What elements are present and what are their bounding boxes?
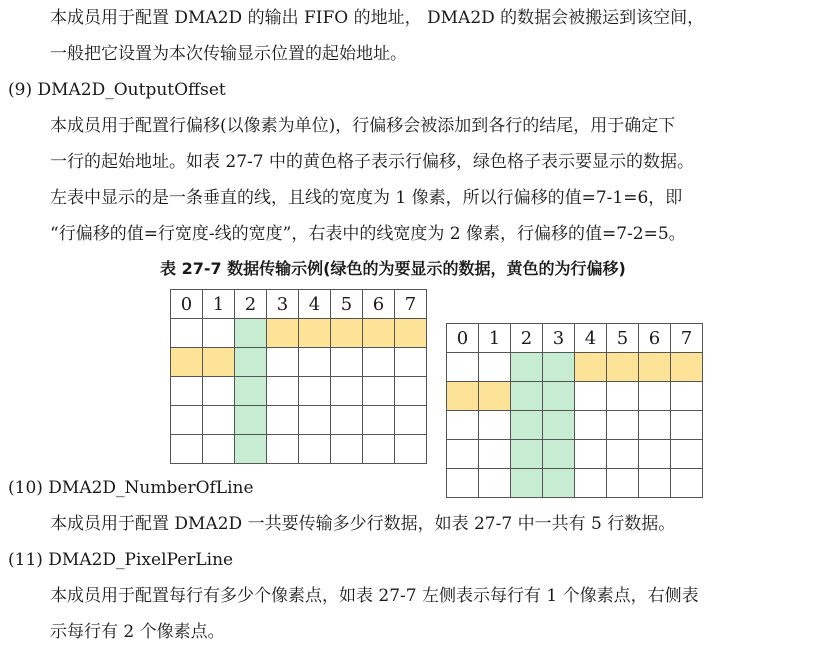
table-caption: 表 27-7 数据传输示例(绿色的为要显示的数据，黄色的为行偏移) <box>160 259 626 278</box>
empty-cell <box>447 469 479 498</box>
empty-cell <box>447 440 479 469</box>
display-data-cell <box>235 406 267 435</box>
empty-cell <box>267 348 299 377</box>
empty-cell <box>479 411 511 440</box>
column-header: 6 <box>639 324 671 353</box>
line-offset-cell <box>299 319 331 348</box>
table-row <box>447 411 703 440</box>
column-header: 3 <box>543 324 575 353</box>
table-row <box>171 319 427 348</box>
empty-cell <box>299 406 331 435</box>
column-header: 1 <box>479 324 511 353</box>
table-row <box>171 406 427 435</box>
line-offset-cell <box>607 353 639 382</box>
display-data-cell <box>543 440 575 469</box>
empty-cell <box>203 377 235 406</box>
line-offset-cell <box>479 382 511 411</box>
display-data-cell <box>235 348 267 377</box>
line-offset-cell <box>331 319 363 348</box>
display-data-cell <box>511 382 543 411</box>
empty-cell <box>171 377 203 406</box>
display-data-cell <box>543 469 575 498</box>
column-header: 4 <box>575 324 607 353</box>
column-header: 7 <box>395 290 427 319</box>
empty-cell <box>267 435 299 464</box>
empty-cell <box>363 377 395 406</box>
empty-cell <box>267 377 299 406</box>
table-header-row <box>447 324 703 353</box>
empty-cell <box>639 382 671 411</box>
empty-cell <box>607 440 639 469</box>
column-header: 4 <box>299 290 331 319</box>
line-offset-cell <box>575 353 607 382</box>
empty-cell <box>575 469 607 498</box>
display-data-cell <box>543 353 575 382</box>
empty-cell <box>331 435 363 464</box>
empty-cell <box>395 348 427 377</box>
empty-cell <box>299 348 331 377</box>
empty-cell <box>299 377 331 406</box>
empty-cell <box>171 406 203 435</box>
table-header-row <box>171 290 427 319</box>
empty-cell <box>479 469 511 498</box>
line-offset-cell <box>267 319 299 348</box>
empty-cell <box>395 406 427 435</box>
empty-cell <box>363 348 395 377</box>
paragraph-line: 本成员用于配置 DMA2D 一共要传输多少行数据，如表 27-7 中一共有 5 行数据。 <box>50 514 676 534</box>
empty-cell <box>575 411 607 440</box>
line-offset-cell <box>447 382 479 411</box>
column-header: 0 <box>447 324 479 353</box>
line-offset-cell <box>671 353 703 382</box>
table-row <box>171 348 427 377</box>
empty-cell <box>639 469 671 498</box>
column-header: 7 <box>671 324 703 353</box>
column-header: 5 <box>331 290 363 319</box>
table-row <box>447 353 703 382</box>
empty-cell <box>203 406 235 435</box>
empty-cell <box>671 469 703 498</box>
paragraph-line: 本成员用于配置行偏移(以像素为单位)，行偏移会被添加到各行的结尾，用于确定下 <box>50 116 676 136</box>
table-row <box>171 377 427 406</box>
empty-cell <box>447 411 479 440</box>
empty-cell <box>203 435 235 464</box>
empty-cell <box>363 406 395 435</box>
empty-cell <box>331 406 363 435</box>
empty-cell <box>671 382 703 411</box>
heading-output-offset: (9) DMA2D_OutputOffset <box>8 80 226 100</box>
paragraph-line: 本成员用于配置 DMA2D 的输出 FIFO 的地址， DMA2D 的数据会被搬运到该空间， <box>50 8 705 28</box>
table-row <box>171 435 427 464</box>
empty-cell <box>203 319 235 348</box>
column-header: 2 <box>235 290 267 319</box>
display-data-cell <box>235 377 267 406</box>
empty-cell <box>607 469 639 498</box>
empty-cell <box>331 377 363 406</box>
column-header: 0 <box>171 290 203 319</box>
column-header: 2 <box>511 324 543 353</box>
table-row <box>447 382 703 411</box>
table-row <box>447 469 703 498</box>
paragraph-line: 本成员用于配置每行有多少个像素点，如表 27-7 左侧表示每行有 1 个像素点，右侧表 <box>50 586 699 606</box>
display-data-cell <box>235 435 267 464</box>
display-data-cell <box>543 411 575 440</box>
line-offset-cell <box>203 348 235 377</box>
empty-cell <box>671 440 703 469</box>
empty-cell <box>479 353 511 382</box>
empty-cell <box>395 377 427 406</box>
empty-cell <box>575 382 607 411</box>
empty-cell <box>639 411 671 440</box>
column-header: 1 <box>203 290 235 319</box>
paragraph-line: 一行的起始地址。如表 27-7 中的黄色格子表示行偏移，绿色格子表示要显示的数据。 <box>50 152 694 172</box>
line-offset-cell <box>363 319 395 348</box>
line-offset-cell <box>171 348 203 377</box>
empty-cell <box>299 435 331 464</box>
empty-cell <box>363 435 395 464</box>
paragraph-line: “行偏移的值=行宽度-线的宽度”，右表中的线宽度为 2 像素，行偏移的值=7-2=5。 <box>50 224 686 244</box>
paragraph-line: 左表中显示的是一条垂直的线，且线的宽度为 1 像素，所以行偏移的值=7-1=6，即 <box>50 188 683 208</box>
empty-cell <box>607 411 639 440</box>
heading-pixel-per-line: (11) DMA2D_PixelPerLine <box>8 550 234 570</box>
display-data-cell <box>511 353 543 382</box>
line-offset-cell <box>395 319 427 348</box>
display-data-cell <box>511 440 543 469</box>
column-header: 5 <box>607 324 639 353</box>
empty-cell <box>575 440 607 469</box>
column-header: 3 <box>267 290 299 319</box>
column-header: 6 <box>363 290 395 319</box>
empty-cell <box>479 440 511 469</box>
empty-cell <box>171 435 203 464</box>
empty-cell <box>331 348 363 377</box>
heading-number-of-line: (10) DMA2D_NumberOfLine <box>8 478 254 498</box>
empty-cell <box>639 440 671 469</box>
right-data-table <box>446 323 703 498</box>
empty-cell <box>171 319 203 348</box>
empty-cell <box>671 411 703 440</box>
empty-cell <box>267 406 299 435</box>
display-data-cell <box>235 319 267 348</box>
display-data-cell <box>511 469 543 498</box>
paragraph-line: 示每行有 2 个像素点。 <box>50 622 225 642</box>
empty-cell <box>607 382 639 411</box>
empty-cell <box>447 353 479 382</box>
line-offset-cell <box>639 353 671 382</box>
left-data-table <box>170 289 427 464</box>
table-row <box>447 440 703 469</box>
display-data-cell <box>511 411 543 440</box>
empty-cell <box>395 435 427 464</box>
display-data-cell <box>543 382 575 411</box>
paragraph-line: 一般把它设置为本次传输显示位置的起始地址。 <box>50 44 407 64</box>
